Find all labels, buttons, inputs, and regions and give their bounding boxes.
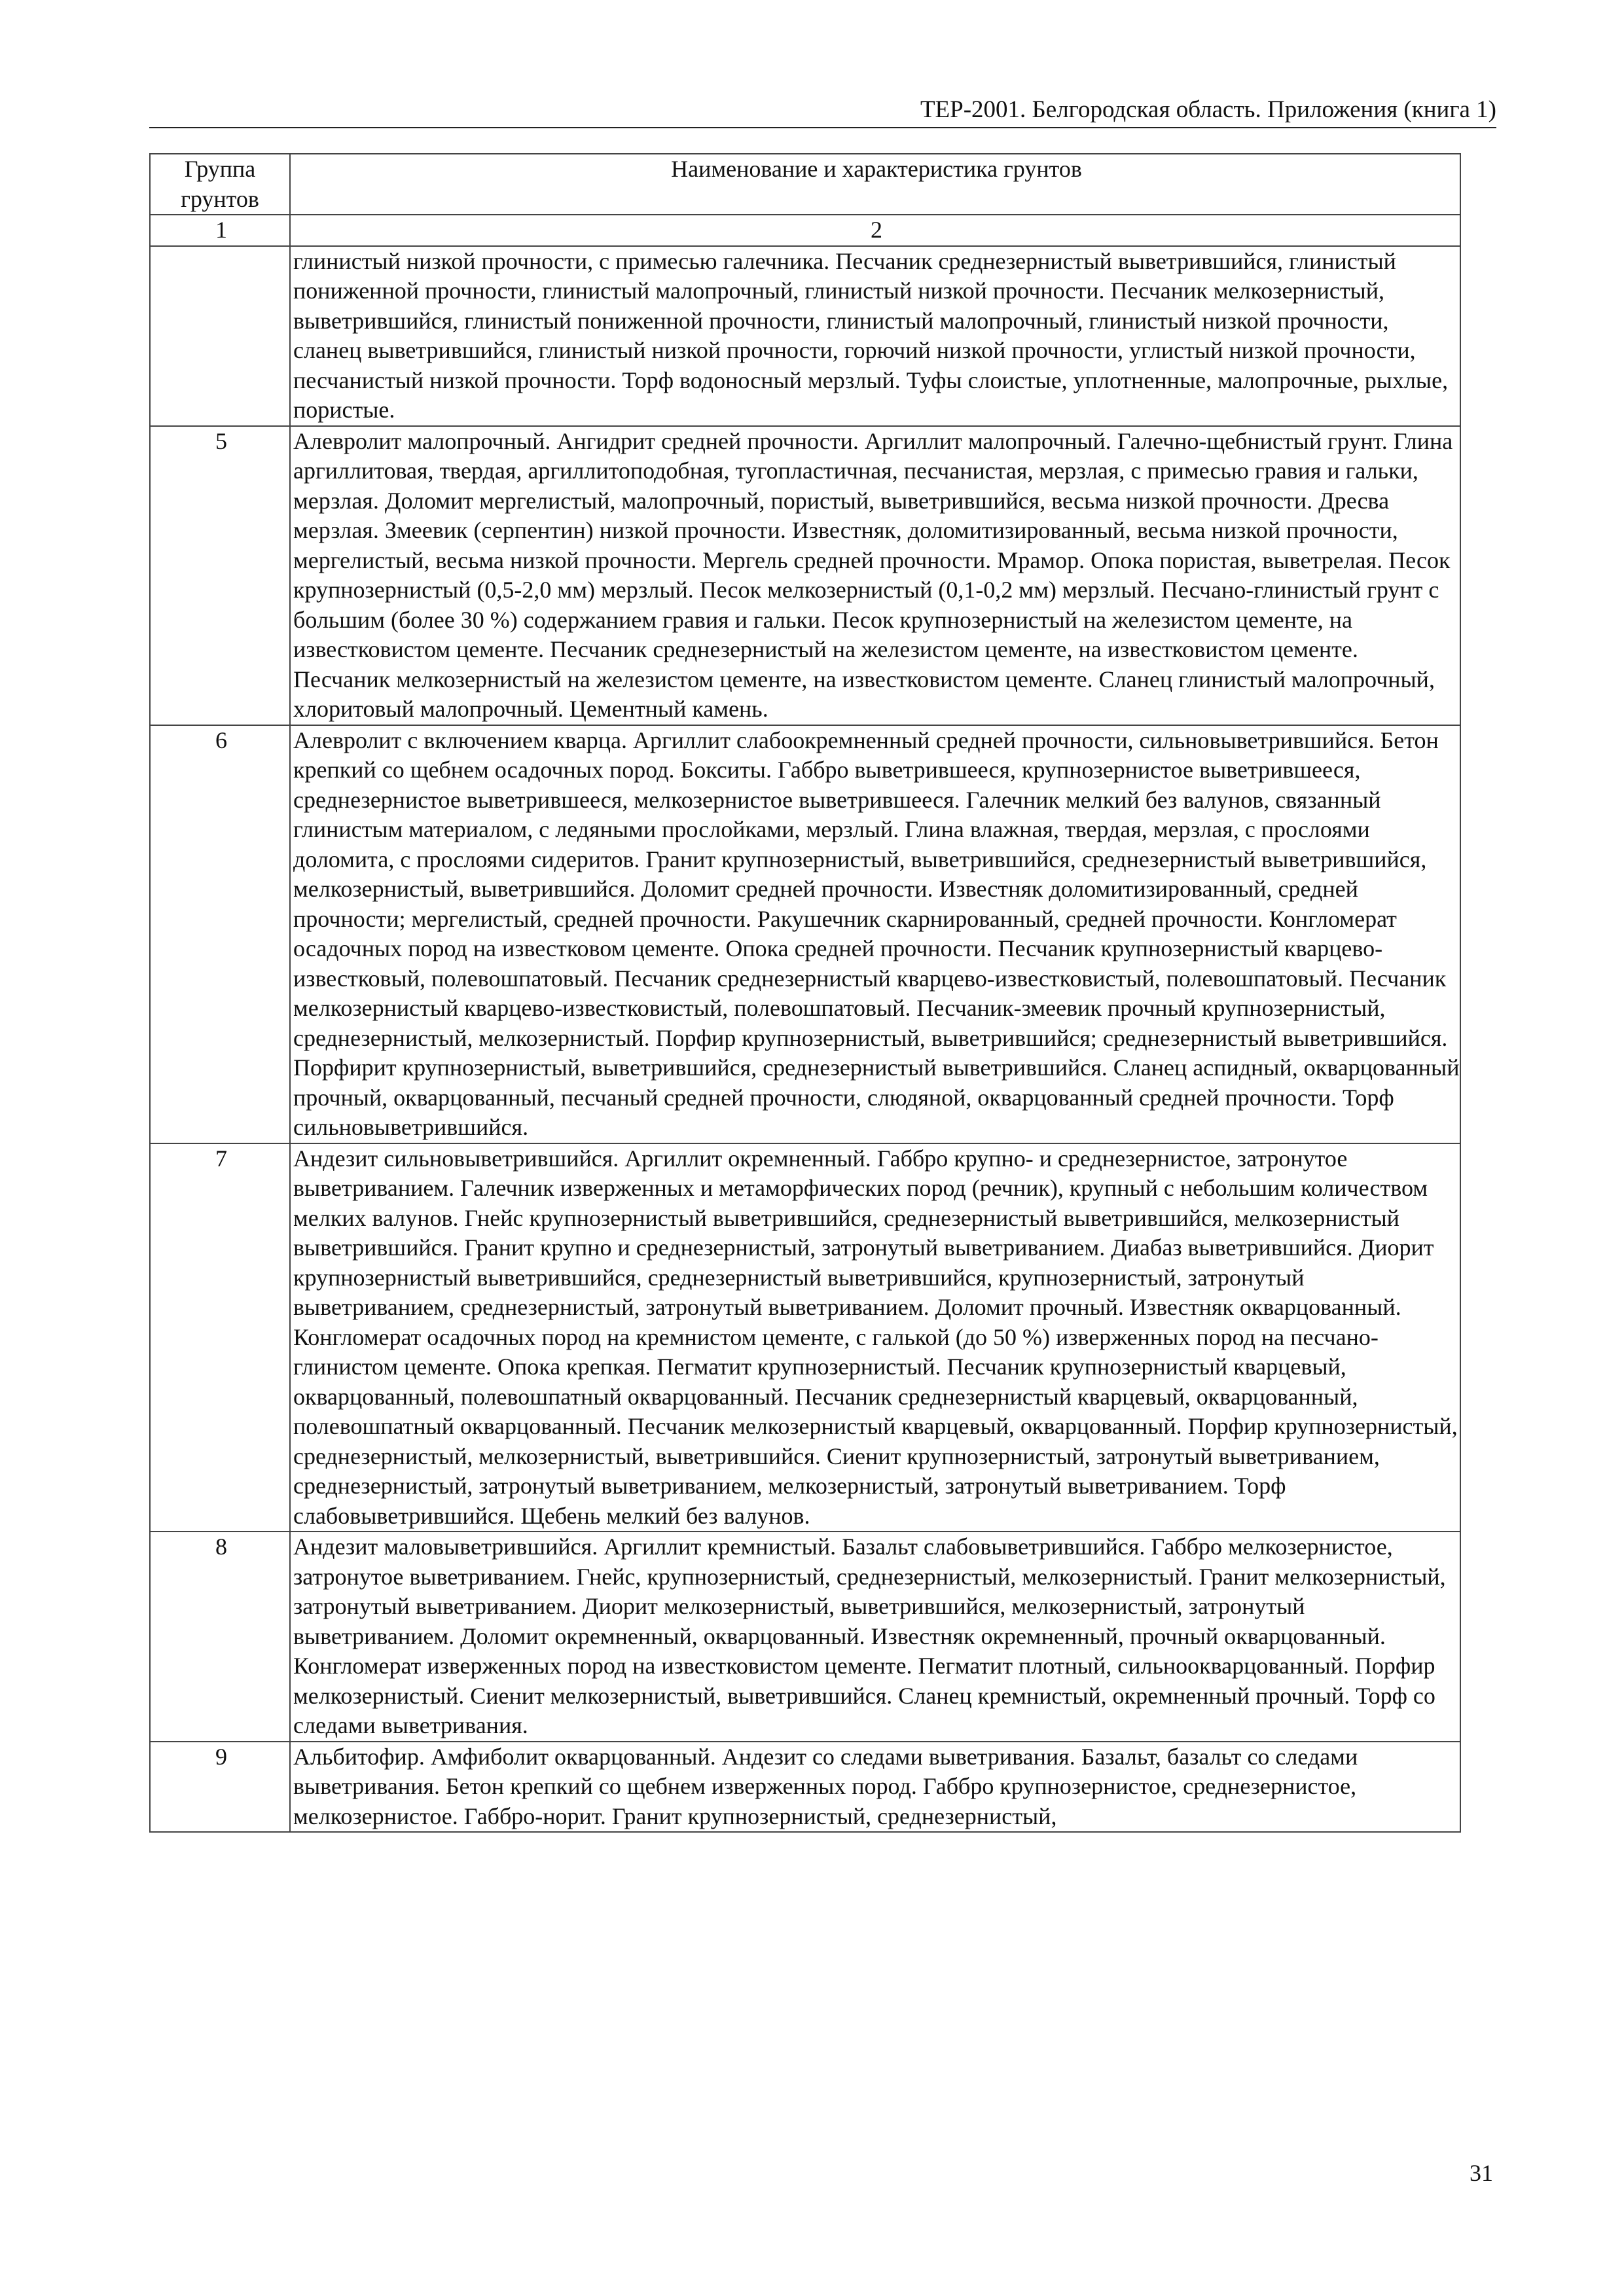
table-row xyxy=(150,725,1460,1143)
header-title: ТЕР-2001. Белгородская область. Приложения (книга 1) xyxy=(920,96,1496,123)
soil-description-cell: Андезит сильновыветрившийся. Аргиллит окремненный. Габбро крупно- и среднезернистое, затронутое выветриванием. Галечник изверженных и метаморфических пород (речник), крупный с небольшим количеством мелких валунов. Гнейс крупнозернистый выветрившийся, среднезернистый выветрившийся, мелкозернистый выветрившийся. Гранит крупно и среднезернистый, затронутый выветриванием. Диабаз выветрившийся. Диорит крупнозернистый выветрившийся, среднезернистый выветрившийся, крупнозернистый, затронутый выветриванием, среднезернистый, затронутый выветриванием. Доломит прочный. Известняк окварцованный. Конгломерат осадочных пород на кремнистом цементе, с галькой (до 50 %) изверженных пород на песчано-глинистом цементе. Опока крепкая. Пегматит крупнозернистый. Песчаник крупнозернистый кварцевый, окварцованный, полевошпатный окварцованный. Песчаник среднезернистый кварцевый, окварцованный, полевошпатный окварцованный. Песчаник мелкозернистый кварцевый, окварцованный. Порфир крупнозернистый, среднезернистый, мелкозернистый, выветрившийся. Сиенит крупнозернистый, затронутый выветриванием, среднезернистый, затронутый выветриванием, мелкозернистый, затронутый выветриванием. Торф слабовыветрившийся. Щебень мелкий без валунов. xyxy=(290,1143,1460,1532)
table-row xyxy=(150,1742,1460,1833)
soil-groups-table xyxy=(149,153,1461,1833)
soil-description-cell: Алевролит с включением кварца. Аргиллит слабоокремненный средней прочности, сильновыветрившийся. Бетон крепкий со щебнем осадочных пород. Бокситы. Габбро выветрившееся, крупнозернистое выветрившееся, среднезернистое выветрившееся, мелкозернистое выветрившееся. Галечник мелкий без валунов, связанный глинистым материалом, с ледяными прослойками, мерзлый. Глина влажная, твердая, мерзлая, с прослоями доломита, с прослоями сидеритов. Гранит крупнозернистый, выветрившийся, среднезернистый выветрившийся, мелкозернистый, выветрившийся. Доломит средней прочности. Известняк доломитизированный, средней прочности; мергелистый, средней прочности. Ракушечник скарнированный, средней прочности. Конгломерат осадочных пород на известковом цементе. Опока средней прочности. Песчаник крупнозернистый кварцево-известковый, полевошпатовый. Песчаник среднезернистый кварцево-известковистый, полевошпатовый. Песчаник мелкозернистый кварцево-известковистый, полевошпатовый. Песчаник-змеевик прочный крупнозернистый, среднезернистый, мелкозернистый. Порфир крупнозернистый, выветрившийся; среднезернистый выветрившийся. Порфирит крупнозернистый, выветрившийся, среднезернистый выветрившийся. Сланец аспидный, окварцованный прочный, окварцованный, песчаный средней прочности, слюдяной, окварцованный средней прочности. Торф сильновыветрившийся. xyxy=(290,725,1460,1143)
soil-description-cell: Андезит маловыветрившийся. Аргиллит кремнистый. Базальт слабовыветрившийся. Габбро мелкозернистое, затронутое выветриванием. Гнейс, крупнозернистый, среднезернистый, мелкозернистый. Гранит мелкозернистый, затронутый выветриванием. Диорит мелкозернистый, выветрившийся, мелкозернистый, затронутый выветриванием. Доломит окремненный, окварцованный. Известняк окремненный, прочный окварцованный. Конгломерат изверженных пород на известковистом цементе. Пегматит плотный, сильноокварцованный. Порфир мелкозернистый. Сиенит мелкозернистый, выветрившийся. Сланец кремнистый, окремненный прочный. Торф со следами выветривания. xyxy=(290,1532,1460,1742)
table-row xyxy=(150,1532,1460,1742)
running-header xyxy=(149,97,1496,128)
soil-description-cell: Альбитофир. Амфиболит окварцованный. Андезит со следами выветривания. Базальт, базальт со следами выветривания. Бетон крепкий со щебнем изверженных пород. Габбро крупнозернистое, среднезернистое, мелкозернистое. Габбро-норит. Гранит крупнозернистый, среднезернистый, xyxy=(290,1742,1460,1833)
group-number-cell: 6 xyxy=(150,725,290,1143)
group-number-cell xyxy=(150,246,290,426)
soil-description-cell: Алевролит малопрочный. Ангидрит средней прочности. Аргиллит малопрочный. Галечно-щебнистый грунт. Глина аргиллитовая, твердая, аргиллитоподобная, тугопластичная, песчанистая, мерзлая, с примесью гравия и гальки, мерзлая. Доломит мергелистый, малопрочный, пористый, выветрившийся, весьма низкой прочности. Дресва мерзлая. Змеевик (серпентин) низкой прочности. Известняк, доломитизированный, весьма низкой прочности, мергелистый, весьма низкой прочности. Мергель средней прочности. Мрамор. Опока пористая, выветрелая. Песок крупнозернистый (0,5-2,0 мм) мерзлый. Песок мелкозернистый (0,1-0,2 мм) мерзлый. Песчано-глинистый грунт с большим (более 30 %) содержанием гравия и гальки. Песок крупнозернистый на железистом цементе, на известковистом цементе. Песчаник среднезернистый на железистом цементе, на известковистом цементе. Песчаник мелкозернистый на железистом цементе, на известковистом цементе. Сланец глинистый малопрочный, хлоритовый малопрочный. Цементный камень. xyxy=(290,426,1460,725)
table-row xyxy=(150,426,1460,725)
group-number-cell: 9 xyxy=(150,1742,290,1833)
group-number-cell: 7 xyxy=(150,1143,290,1532)
page-number: 31 xyxy=(1470,2160,1493,2186)
table-row xyxy=(150,1143,1460,1532)
table-column-numbers-row xyxy=(150,215,1460,246)
column-header-description: Наименование и характеристика грунтов xyxy=(290,154,1460,215)
column-number: 2 xyxy=(290,215,1460,246)
table-row xyxy=(150,246,1460,426)
column-header-group: Группа грунтов xyxy=(150,154,290,215)
group-number-cell: 5 xyxy=(150,426,290,725)
column-number: 1 xyxy=(150,215,290,246)
table-header-row xyxy=(150,154,1460,215)
soil-description-cell: глинистый низкой прочности, с примесью галечника. Песчаник среднезернистый выветрившийся, глинистый пониженной прочности, глинистый малопрочный, глинистый низкой прочности. Песчаник мелкозернистый, выветрившийся, глинистый пониженной прочности, глинистый малопрочный, глинистый низкой прочности, сланец выветрившийся, глинистый низкой прочности, горючий низкой прочности, углистый низкой прочности, песчанистый низкой прочности. Торф водоносный мерзлый. Туфы слоистые, уплотненные, малопрочные, рыхлые, пористые. xyxy=(290,246,1460,426)
group-number-cell: 8 xyxy=(150,1532,290,1742)
